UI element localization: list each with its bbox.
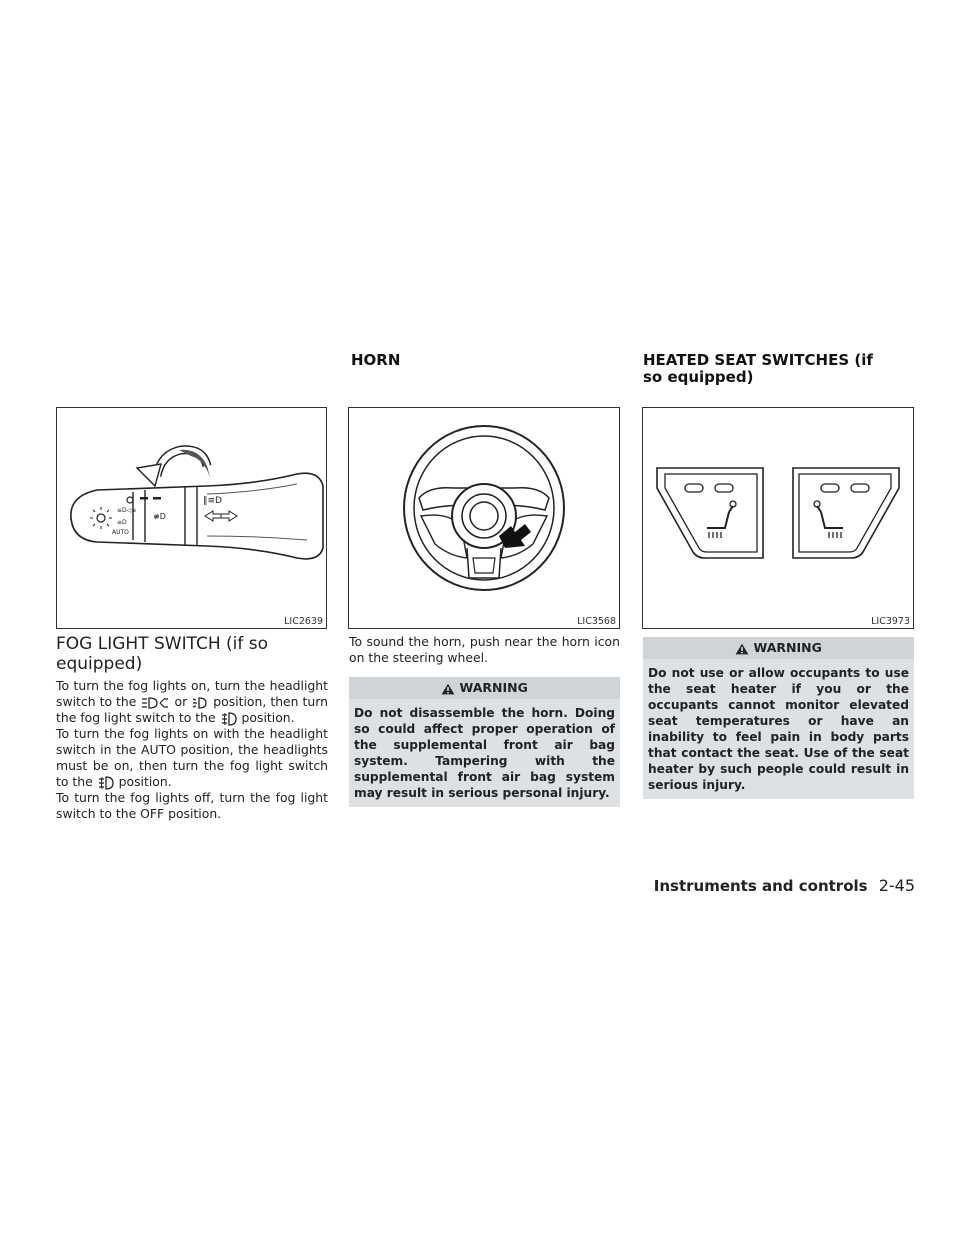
horn-heading: HORN — [351, 351, 401, 369]
figure-code: LIC3973 — [871, 616, 910, 627]
figure-fog-light-switch — [56, 407, 327, 629]
warning-triangle-icon — [441, 683, 455, 695]
figure-code: LIC2639 — [284, 616, 323, 627]
figure-code: LIC3568 — [577, 616, 616, 627]
auto-label: AUTO — [112, 529, 129, 536]
steering-wheel-illustration — [349, 408, 619, 628]
figure-steering-wheel — [348, 407, 620, 629]
svg-text:≡D◁≡: ≡D◁≡ — [117, 507, 137, 514]
section-name: Instruments and controls — [653, 877, 868, 895]
horn-warning-box — [349, 677, 620, 807]
figure-heated-seat-switches — [642, 407, 914, 629]
svg-text:‖≡D: ‖≡D — [203, 496, 222, 506]
parking-light-icon — [191, 697, 209, 709]
svg-text:≡D: ≡D — [117, 519, 127, 526]
headlight-icon — [140, 697, 170, 709]
fog-light-icon — [97, 776, 115, 790]
svg-text:≢D: ≢D — [153, 512, 166, 521]
warning-text: Do not disassemble the horn. Doing so could affect proper operation of the supplemental front air bag system. Tampering with the supplemental front air bag system may result in serious personal injury. — [354, 706, 615, 800]
fog-light-icon — [220, 712, 238, 726]
fog-light-instructions: To turn the fog lights on, turn the headlight switch to the or position, then turn the fog light switch to the position. To turn the fog lights on with the headlight switch in the AUTO position, the headlights must be on, then turn the fog light switch to the position. To turn the fog lights off, turn the fog light switch to the OFF position. — [56, 678, 328, 821]
horn-instructions: To sound the horn, push near the horn icon on the steering wheel. — [349, 634, 620, 665]
warning-text: Do not use or allow occupants to use the seat heater if you or the occupants cannot monitor elevated seat temperatures or have an inability to feel pain in body parts that contact the seat. Use of the seat heater by such people could result in serious injury. — [648, 666, 909, 792]
fog-light-stalk-illustration — [57, 408, 326, 628]
warning-header: WARNING — [349, 677, 620, 699]
warning-triangle-icon — [735, 643, 749, 655]
page-footer — [654, 876, 915, 895]
fog-light-title: FOG LIGHT SWITCH (if so equipped) — [56, 634, 269, 674]
heated-seat-heading: HEATED SEAT SWITCHES (if so equipped) — [643, 351, 873, 386]
heated-seat-warning-box — [643, 637, 914, 799]
heated-seat-switch-illustration — [643, 408, 913, 628]
warning-header: WARNING — [643, 637, 914, 659]
page-number: 2-45 — [878, 876, 915, 895]
